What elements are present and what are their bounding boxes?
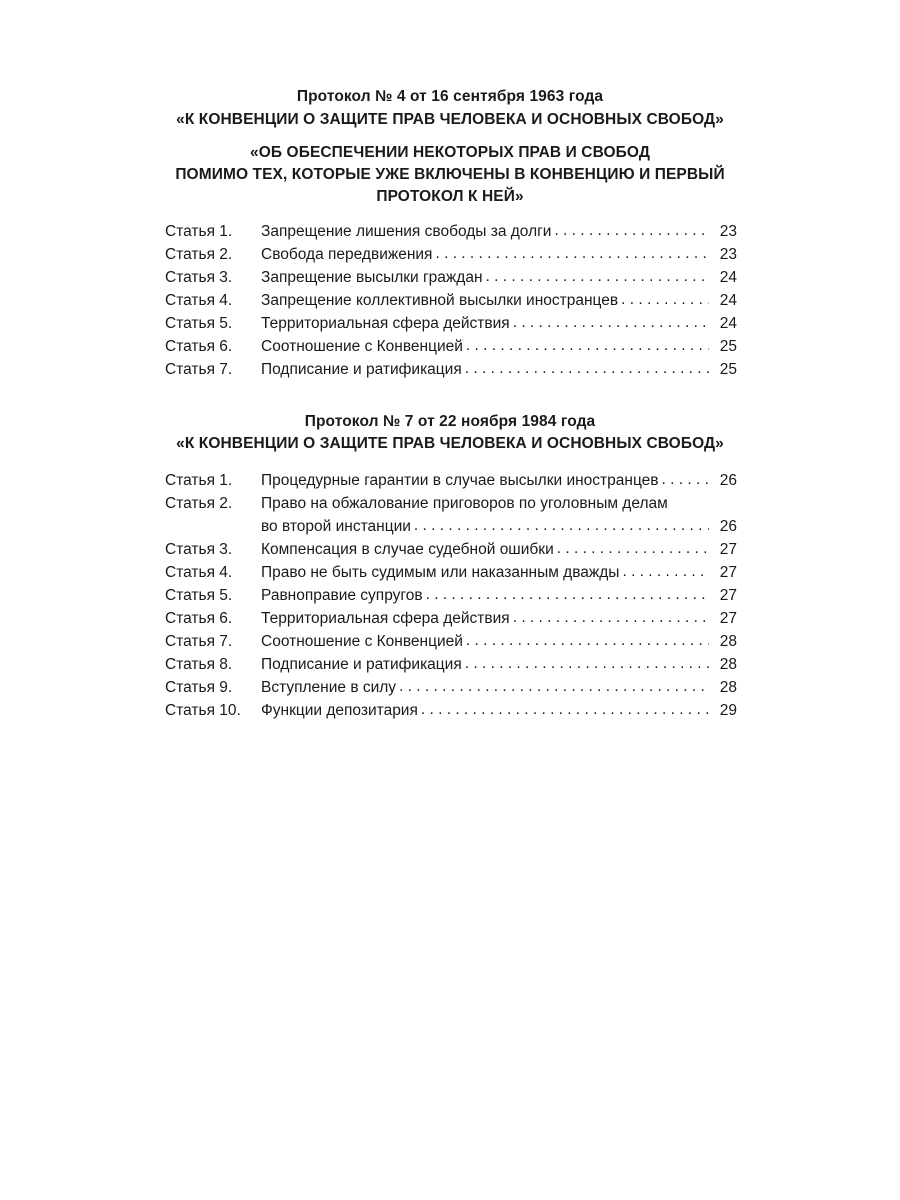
toc-entry[interactable] — [165, 676, 737, 699]
dot-leader — [465, 652, 709, 675]
article-title: Территориальная сфера действия — [261, 610, 510, 627]
article-title: Запрещение высылки граждан — [261, 269, 483, 286]
article-number: Статья 8. — [165, 656, 233, 673]
protocol4-subheading-line2: ПОМИМО ТЕХ, КОТОРЫЕ УЖЕ ВКЛЮЧЕНЫ В КОНВЕНЦИЮ И ПЕРВЫЙ — [175, 166, 725, 183]
article-title: Равноправие супругов — [261, 587, 423, 604]
article-number: Статья 6. — [165, 610, 233, 627]
article-title: Соотношение с Конвенцией — [261, 338, 463, 355]
page-number: 28 — [719, 656, 737, 673]
protocol4-toc — [165, 220, 737, 381]
toc-entry[interactable] — [165, 335, 737, 358]
protocol7-toc — [165, 469, 737, 722]
article-number: Статья 5. — [165, 587, 233, 604]
dot-leader — [466, 334, 709, 357]
page-number: 27 — [719, 587, 737, 604]
page-number: 24 — [719, 292, 737, 309]
toc-entry[interactable] — [165, 653, 737, 676]
article-number: Статья 4. — [165, 292, 233, 309]
article-title: Свобода передвижения — [261, 246, 433, 263]
protocol4-heading-line2: «К КОНВЕНЦИИ О ЗАЩИТЕ ПРАВ ЧЕЛОВЕКА И ОСНОВНЫХ СВОБОД» — [176, 111, 724, 128]
dot-leader — [554, 219, 709, 242]
dot-leader — [621, 288, 709, 311]
article-title: Запрещение коллективной высылки иностранцев — [261, 292, 619, 309]
dot-leader — [399, 675, 709, 698]
toc-entry[interactable] — [165, 630, 737, 653]
dot-leader — [513, 606, 709, 629]
dot-leader — [426, 583, 709, 606]
page-number: 28 — [719, 633, 737, 650]
dot-leader — [435, 242, 709, 265]
article-title-line1: Право на обжалование приговоров по уголовным делам — [261, 495, 668, 512]
toc-entry[interactable] — [165, 266, 737, 289]
dot-leader — [557, 537, 709, 560]
dot-leader — [414, 514, 709, 537]
page-number: 26 — [719, 518, 737, 535]
toc-entry[interactable] — [165, 469, 737, 492]
article-title: Подписание и ратификация — [261, 361, 462, 378]
article-title: Процедурные гарантии в случае высылки иностранцев — [261, 472, 659, 489]
dot-leader — [662, 468, 710, 491]
toc-entry[interactable] — [165, 561, 737, 584]
article-number: Статья 2. — [165, 495, 233, 512]
page-number: 23 — [719, 246, 737, 263]
article-number: Статья 1. — [165, 223, 233, 240]
dot-leader — [513, 311, 709, 334]
page-number: 29 — [719, 702, 737, 719]
page-number: 27 — [719, 564, 737, 581]
article-number: Статья 10. — [165, 702, 241, 719]
toc-entry[interactable] — [165, 220, 737, 243]
toc-entry[interactable] — [165, 699, 737, 722]
article-number: Статья 3. — [165, 269, 233, 286]
page-number: 24 — [719, 315, 737, 332]
dot-leader — [486, 265, 709, 288]
article-number: Статья 2. — [165, 246, 233, 263]
toc-entry[interactable] — [165, 358, 737, 381]
article-title: Территориальная сфера действия — [261, 315, 510, 332]
toc-entry[interactable] — [165, 243, 737, 266]
article-number: Статья 7. — [165, 633, 233, 650]
protocol7-heading-line2: «К КОНВЕНЦИИ О ЗАЩИТЕ ПРАВ ЧЕЛОВЕКА И ОСНОВНЫХ СВОБОД» — [176, 435, 724, 452]
article-title: Соотношение с Конвенцией — [261, 633, 463, 650]
article-title: Компенсация в случае судебной ошибки — [261, 541, 554, 558]
dot-leader — [466, 629, 709, 652]
article-number: Статья 3. — [165, 541, 233, 558]
protocol4-subheading-line3: ПРОТОКОЛ К НЕЙ» — [376, 188, 524, 205]
article-title: Запрещение лишения свободы за долги — [261, 223, 552, 240]
article-title: Право не быть судимым или наказанным дважды — [261, 564, 620, 581]
toc-entry[interactable] — [165, 607, 737, 630]
dot-leader — [421, 698, 709, 721]
article-number: Статья 6. — [165, 338, 233, 355]
toc-entry[interactable] — [165, 584, 737, 607]
page-number: 25 — [719, 338, 737, 355]
article-title: во второй инстанции — [261, 518, 411, 535]
toc-entry[interactable] — [165, 538, 737, 561]
page-number: 28 — [719, 679, 737, 696]
article-number: Статья 7. — [165, 361, 233, 378]
toc-entry[interactable] — [165, 289, 737, 312]
page-number: 26 — [719, 472, 737, 489]
protocol4-subheading-line1: «ОБ ОБЕСПЕЧЕНИИ НЕКОТОРЫХ ПРАВ И СВОБОД — [250, 144, 650, 161]
article-number: Статья 4. — [165, 564, 233, 581]
toc-entry[interactable] — [165, 492, 737, 538]
page-number: 27 — [719, 610, 737, 627]
toc-entry[interactable] — [165, 312, 737, 335]
article-number: Статья 1. — [165, 472, 233, 489]
protocol4-heading-line1: Протокол № 4 от 16 сентября 1963 года — [296, 88, 604, 105]
dot-leader — [465, 357, 709, 380]
article-number: Статья 9. — [165, 679, 233, 696]
article-title: Подписание и ратификация — [261, 656, 462, 673]
page-number: 24 — [719, 269, 737, 286]
article-title: Вступление в силу — [261, 679, 397, 696]
dot-leader — [622, 560, 709, 583]
page-number: 23 — [719, 223, 737, 240]
article-title: Функции депозитария — [261, 702, 418, 719]
protocol7-heading-line1: Протокол № 7 от 22 ноября 1984 года — [304, 413, 596, 430]
page-number: 27 — [719, 541, 737, 558]
page-number: 25 — [719, 361, 737, 378]
article-number: Статья 5. — [165, 315, 233, 332]
